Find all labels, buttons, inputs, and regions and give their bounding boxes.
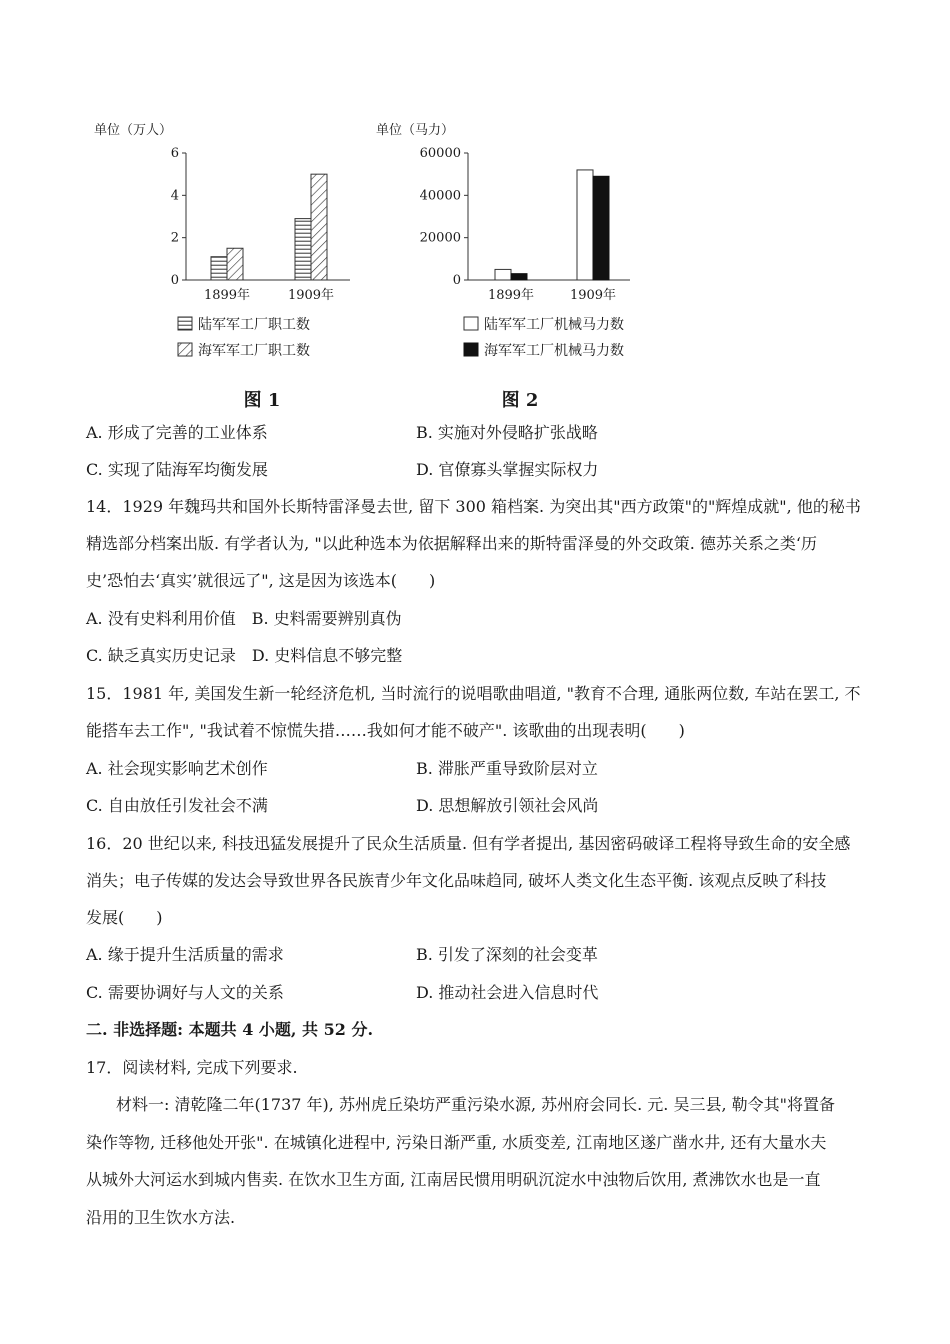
chart1-unit-label: 单位（万人） <box>94 123 173 138</box>
q15-stem-line-1: 15．1981 年, 美国发生新一轮经济危机, 当时流行的说唱歌曲唱道, "教育不合理, 通胀两位数, 车站在罢工, 不 <box>86 684 861 703</box>
chart1-legend-army-swatch <box>178 317 192 330</box>
chart1-bar-army-1899 <box>211 257 227 280</box>
chart1-legend-army-label: 陆军军工厂职工数 <box>198 317 310 333</box>
chart2-y-tick-label: 60000 <box>419 146 461 161</box>
q14-stem-line-1: 14．1929 年魏玛共和国外长斯特雷泽曼去世, 留下 300 箱档案. 为突出其"西方政策"的"辉煌成就", 他的秘书 <box>86 497 861 516</box>
chart2-bar-navy-1899 <box>511 274 527 280</box>
q17-material-1-line-1: 材料一: 清乾隆二年(1737 年), 苏州虎丘染坊严重污染水源, 苏州府会同长. 元. 吴三县, 勒令其"将置备 <box>116 1095 835 1114</box>
chart2-y-tick-label: 20000 <box>419 230 461 246</box>
chart2-bar-army-1909 <box>577 170 593 280</box>
q14-options-ab: A. 没有史料利用价值 B. 史料需要辨别真伪 <box>86 609 402 628</box>
chart-2 <box>376 122 630 411</box>
q13-option-d: D. 官僚寡头掌握实际权力 <box>416 460 599 479</box>
q15-option-d: D. 思想解放引领社会风尚 <box>416 796 599 815</box>
q15-option-c: C. 自由放任引发社会不满 <box>86 796 268 815</box>
chart1-x-label-1899: 1899年 <box>203 288 251 303</box>
chart2-x-label-1909: 1909年 <box>569 288 617 303</box>
chart1-legend-navy-label: 海军军工厂职工数 <box>198 343 310 359</box>
chart1-x-label-1909: 1909年 <box>287 288 335 303</box>
chart1-y-tick-label: 6 <box>170 146 179 161</box>
q16-option-d: D. 推动社会进入信息时代 <box>416 983 599 1002</box>
q13-option-c: C. 实现了陆海军均衡发展 <box>86 460 268 479</box>
q14-options-cd: C. 缺乏真实历史记录 D. 史料信息不够完整 <box>86 646 403 665</box>
bar-chart-figures <box>0 100 950 420</box>
chart2-y-tick-label: 0 <box>452 273 461 288</box>
chart1-caption: 图 1 <box>243 390 281 411</box>
chart2-y-tick-label: 40000 <box>419 188 461 204</box>
q15-option-a: A. 社会现实影响艺术创作 <box>86 759 268 778</box>
q17-material-1-line-4: 沿用的卫生饮水方法. <box>86 1208 236 1227</box>
q16-stem-line-1: 16．20 世纪以来, 科技迅猛发展提升了民众生活质量. 但有学者提出, 基因密码破译工程将导致生命的安全感 <box>86 834 851 853</box>
chart2-unit-label: 单位（马力） <box>376 123 455 138</box>
q17-material-1-line-2: 染作等物, 迁移他处开张". 在城镇化进程中, 污染日渐严重, 水质变差, 江南地区遂广凿水井, 还有大量水夫 <box>86 1133 827 1152</box>
chart2-legend-navy-label: 海军军工厂机械马力数 <box>484 343 624 359</box>
chart1-y-tick-label: 2 <box>170 230 179 246</box>
chart2-caption: 图 2 <box>501 390 539 411</box>
q16-option-a: A. 缘于提升生活质量的需求 <box>86 945 284 964</box>
q16-option-c: C. 需要协调好与人文的关系 <box>86 983 284 1002</box>
section-2-title: 二. 非选择题: 本题共 4 小题, 共 52 分. <box>86 1020 374 1039</box>
chart2-legend-navy-swatch <box>464 343 478 356</box>
q13-option-b: B. 实施对外侵略扩张战略 <box>416 423 598 442</box>
chart-1 <box>94 123 350 411</box>
chart1-bar-navy-1909 <box>311 174 327 280</box>
chart1-y-tick-label: 0 <box>170 273 179 288</box>
chart1-y-tick-label: 4 <box>170 188 179 204</box>
q15-stem-line-2: 能搭车去工作", "我试着不惊慌失措……我如何才能不破产". 该歌曲的出现表明( ) <box>86 721 685 740</box>
chart1-legend-navy-swatch <box>178 343 192 356</box>
q14-stem-line-3: 史’恐怕去‘真实’就很远了", 这是因为该选本( ) <box>86 571 436 590</box>
chart1-bar-navy-1899 <box>227 248 243 280</box>
q13-option-a: A. 形成了完善的工业体系 <box>86 423 268 442</box>
chart1-bar-army-1909 <box>295 219 311 280</box>
chart2-legend-army-swatch <box>464 317 478 330</box>
q14-stem-line-2: 精选部分档案出版. 有学者认为, "以此种选本为依据解释出来的斯特雷泽曼的外交政策. 德苏关系之类‘历 <box>86 534 817 553</box>
q15-option-b: B. 滞胀严重导致阶层对立 <box>416 759 598 778</box>
chart2-legend-army-label: 陆军军工厂机械马力数 <box>484 317 624 333</box>
chart2-x-label-1899: 1899年 <box>487 288 535 303</box>
q17-intro: 17．阅读材料, 完成下列要求. <box>86 1058 298 1077</box>
q16-stem-line-2: 消失；电子传媒的发达会导致世界各民族青少年文化品味趋同, 破坏人类文化生态平衡. 该观点反映了科技 <box>86 871 827 890</box>
q16-option-b: B. 引发了深刻的社会变革 <box>416 945 598 964</box>
q16-stem-line-3: 发展( ) <box>86 908 163 927</box>
q17-material-1-line-3: 从城外大河运水到城内售卖. 在饮水卫生方面, 江南居民惯用明矾沉淀水中浊物后饮用, 煮沸饮水也是一直 <box>86 1170 821 1189</box>
chart2-bar-navy-1909 <box>593 176 609 280</box>
chart2-bar-army-1899 <box>495 269 511 280</box>
